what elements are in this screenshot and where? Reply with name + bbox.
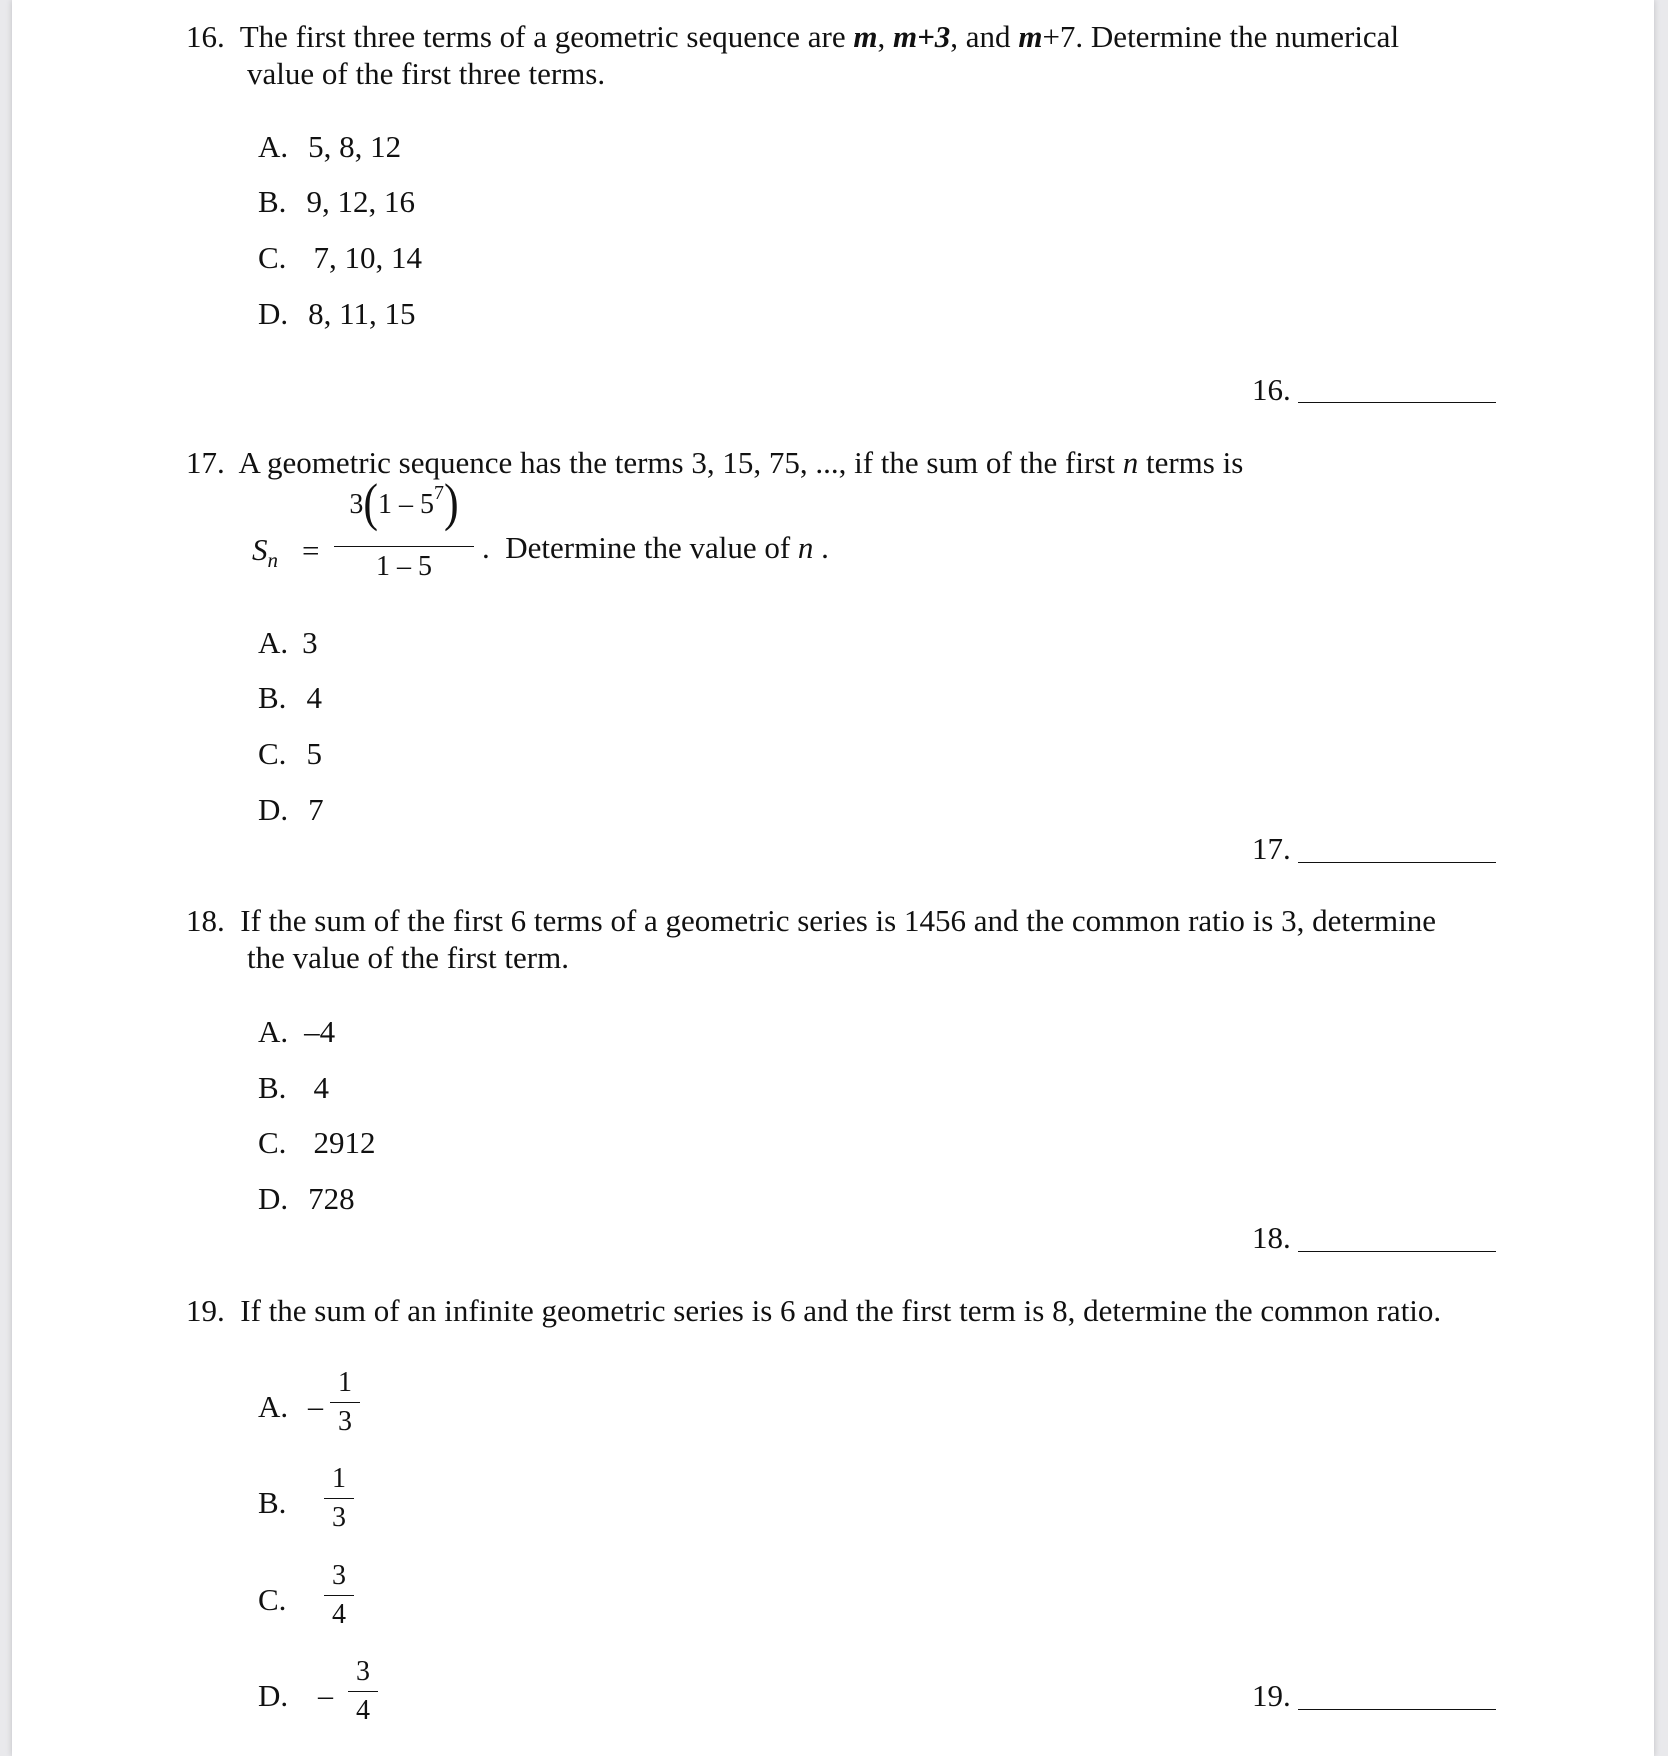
question-17-tail: . Determine the value of n . bbox=[482, 530, 829, 565]
answer-label-19: 19. bbox=[1252, 1678, 1291, 1713]
equals-sign: = bbox=[302, 533, 320, 568]
answer-label-16: 16. bbox=[1252, 372, 1291, 407]
answer-blank-19[interactable] bbox=[1298, 1709, 1496, 1710]
q17-option-c[interactable]: C. 5 bbox=[258, 736, 322, 771]
q19-option-d[interactable]: D. bbox=[258, 1678, 289, 1713]
q19-option-b-fraction: 1 3 bbox=[324, 1462, 354, 1535]
sum-formula-numerator: $3(1 - 5^7)$ bbox=[349, 473, 459, 532]
q18-option-a[interactable]: A. –4 bbox=[258, 1014, 336, 1049]
q16-option-c[interactable]: C. 7, 10, 14 bbox=[258, 240, 422, 275]
q19-option-c-fraction: 3 4 bbox=[324, 1559, 354, 1632]
question-16-number: 16. bbox=[186, 19, 225, 54]
q19-option-a[interactable]: A. bbox=[258, 1389, 289, 1424]
answer-blank-16[interactable] bbox=[1298, 402, 1496, 403]
q18-option-d[interactable]: D. 728 bbox=[258, 1181, 355, 1216]
question-18-line2: the value of the first term. bbox=[247, 940, 569, 975]
q17-option-d[interactable]: D. 7 bbox=[258, 792, 324, 827]
question-17-line1: 17. A geometric sequence has the terms 3, 15, 75, ..., if the sum of the first n terms is bbox=[186, 445, 1244, 480]
answer-label-17: 17. bbox=[1252, 831, 1291, 866]
question-16-line1: 16. The first three terms of a geometric sequence are m, m+3, and m+7. Determine the numerical bbox=[186, 19, 1400, 54]
sum-formula-denominator: 1 – 5 bbox=[376, 551, 432, 582]
question-19-line1: 19. If the sum of an infinite geometric series is 6 and the first term is 8, determine the common ratio. bbox=[186, 1293, 1442, 1328]
q19-option-a-fraction: 1 3 bbox=[330, 1366, 360, 1439]
answer-label-18: 18. bbox=[1252, 1220, 1291, 1255]
q18-option-b[interactable]: B. 4 bbox=[258, 1070, 329, 1105]
question-17-number: 17. bbox=[186, 445, 225, 480]
q17-option-b[interactable]: B. 4 bbox=[258, 680, 322, 715]
question-19-number: 19. bbox=[186, 1293, 225, 1328]
q19-option-d-fraction: 3 4 bbox=[348, 1655, 378, 1728]
question-18-line1: 18. If the sum of the first 6 terms of a geometric series is 1456 and the common ratio is 3, determine bbox=[186, 903, 1437, 938]
q16-option-b[interactable]: B. 9, 12, 16 bbox=[258, 184, 415, 219]
q16-option-d[interactable]: D. 8, 11, 15 bbox=[258, 296, 416, 331]
worksheet-page bbox=[12, 0, 1654, 1756]
sum-formula-bar bbox=[334, 546, 474, 547]
q18-option-c[interactable]: C. 2912 bbox=[258, 1125, 376, 1160]
answer-blank-18[interactable] bbox=[1298, 1251, 1496, 1252]
question-18-number: 18. bbox=[186, 903, 225, 938]
question-16-line2: value of the first three terms. bbox=[247, 56, 606, 91]
q19-option-b[interactable]: B. bbox=[258, 1485, 287, 1520]
q19-option-d-sign: – bbox=[318, 1679, 333, 1712]
sum-symbol: $S_n$ bbox=[252, 532, 278, 573]
q16-option-a[interactable]: A. 5, 8, 12 bbox=[258, 129, 402, 164]
q17-option-a[interactable]: A. 3 bbox=[258, 625, 318, 660]
q19-option-c[interactable]: C. bbox=[258, 1582, 287, 1617]
q19-option-a-sign: – bbox=[308, 1390, 323, 1423]
answer-blank-17[interactable] bbox=[1298, 862, 1496, 863]
